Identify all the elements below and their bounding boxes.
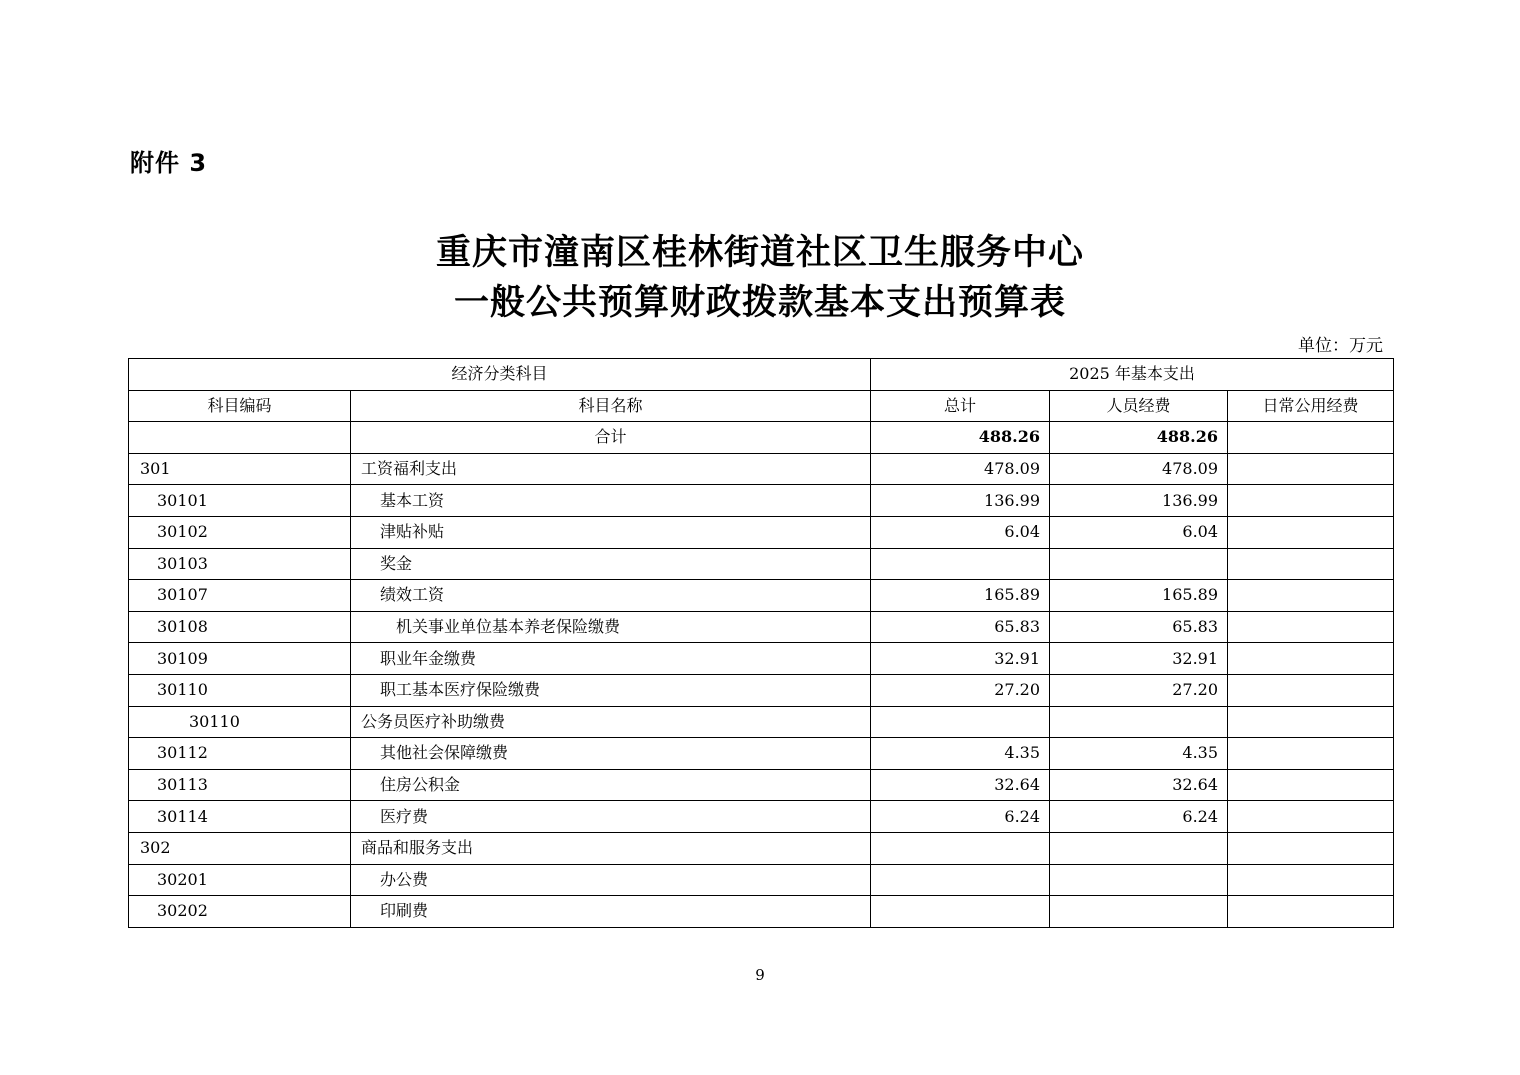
- table-row: [129, 801, 1394, 833]
- total-row-code: [129, 422, 351, 454]
- group-header-economic-class: 经济分类科目: [129, 359, 871, 391]
- attachment-label: 附件 3: [130, 149, 208, 177]
- table-row: [129, 548, 1394, 580]
- row-personnel: 165.89: [1050, 580, 1228, 612]
- column-header-code: 科目编码: [129, 390, 351, 422]
- total-row-name: 合计: [351, 422, 871, 454]
- total-row-personnel: 488.26: [1050, 422, 1228, 454]
- row-code: 30110: [129, 674, 351, 706]
- table-row: [129, 611, 1394, 643]
- total-row-public: [1228, 422, 1394, 454]
- document-title-line2: 一般公共预算财政拨款基本支出预算表: [453, 282, 1066, 323]
- page-number: 9: [755, 966, 765, 984]
- row-code: 30109: [129, 643, 351, 675]
- table-row: [129, 516, 1394, 548]
- row-code: 30113: [129, 769, 351, 801]
- row-total: [871, 896, 1050, 928]
- row-total: [871, 864, 1050, 896]
- table-row: [129, 738, 1394, 770]
- row-code: 302: [129, 832, 351, 864]
- row-total: 4.35: [871, 738, 1050, 770]
- row-name: 住房公积金: [351, 769, 871, 801]
- row-public: [1228, 738, 1394, 770]
- row-name: 基本工资: [351, 485, 871, 517]
- row-code: 30110: [129, 706, 351, 738]
- document-title-line1: 重庆市潼南区桂林街道社区卫生服务中心: [435, 232, 1084, 273]
- row-code: 30101: [129, 485, 351, 517]
- column-header-name: 科目名称: [351, 390, 871, 422]
- row-total: 32.64: [871, 769, 1050, 801]
- table-row: [129, 832, 1394, 864]
- table-row: [129, 864, 1394, 896]
- column-header-public: 日常公用经费: [1228, 390, 1394, 422]
- row-total: 6.24: [871, 801, 1050, 833]
- row-code: 30107: [129, 580, 351, 612]
- row-name: 绩效工资: [351, 580, 871, 612]
- row-personnel: [1050, 864, 1228, 896]
- row-code: 30201: [129, 864, 351, 896]
- table-row: [129, 896, 1394, 928]
- row-public: [1228, 643, 1394, 675]
- row-public: [1228, 896, 1394, 928]
- row-name: 商品和服务支出: [351, 832, 871, 864]
- row-total: 6.04: [871, 516, 1050, 548]
- row-public: [1228, 580, 1394, 612]
- row-personnel: 4.35: [1050, 738, 1228, 770]
- row-code: 30102: [129, 516, 351, 548]
- column-header-total: 总计: [871, 390, 1050, 422]
- table-total-row: [129, 422, 1394, 454]
- row-name: 印刷费: [351, 896, 871, 928]
- table-column-header-row: [129, 390, 1394, 422]
- row-public: [1228, 864, 1394, 896]
- row-total: 478.09: [871, 453, 1050, 485]
- row-public: [1228, 706, 1394, 738]
- row-public: [1228, 611, 1394, 643]
- row-public: [1228, 485, 1394, 517]
- row-name: 职业年金缴费: [351, 643, 871, 675]
- row-public: [1228, 548, 1394, 580]
- row-name: 工资福利支出: [351, 453, 871, 485]
- row-personnel: [1050, 896, 1228, 928]
- row-public: [1228, 453, 1394, 485]
- row-code: 301: [129, 453, 351, 485]
- unit-label: 单位：万元: [1298, 336, 1383, 356]
- row-personnel: 32.64: [1050, 769, 1228, 801]
- table-row: [129, 643, 1394, 675]
- row-total: [871, 832, 1050, 864]
- row-public: [1228, 769, 1394, 801]
- group-header-basic-expenditure: 2025 年基本支出: [871, 359, 1394, 391]
- table-row: [129, 453, 1394, 485]
- row-total: 27.20: [871, 674, 1050, 706]
- table-row: [129, 580, 1394, 612]
- row-name: 办公费: [351, 864, 871, 896]
- row-total: [871, 548, 1050, 580]
- budget-table: [128, 358, 1394, 928]
- column-header-personnel: 人员经费: [1050, 390, 1228, 422]
- row-code: 30108: [129, 611, 351, 643]
- table-row: [129, 674, 1394, 706]
- row-code: 30112: [129, 738, 351, 770]
- row-public: [1228, 801, 1394, 833]
- row-personnel: [1050, 548, 1228, 580]
- row-personnel: 6.24: [1050, 801, 1228, 833]
- row-personnel: 32.91: [1050, 643, 1228, 675]
- table-row: [129, 706, 1394, 738]
- row-total: 136.99: [871, 485, 1050, 517]
- row-personnel: [1050, 706, 1228, 738]
- row-public: [1228, 674, 1394, 706]
- row-name: 医疗费: [351, 801, 871, 833]
- row-total: 32.91: [871, 643, 1050, 675]
- row-personnel: 27.20: [1050, 674, 1228, 706]
- table-group-header-row: [129, 359, 1394, 391]
- row-name: 奖金: [351, 548, 871, 580]
- row-total: 165.89: [871, 580, 1050, 612]
- row-name: 职工基本医疗保险缴费: [351, 674, 871, 706]
- table-row: [129, 769, 1394, 801]
- row-code: 30103: [129, 548, 351, 580]
- total-row-total: 488.26: [871, 422, 1050, 454]
- row-total: 65.83: [871, 611, 1050, 643]
- row-public: [1228, 832, 1394, 864]
- row-personnel: 65.83: [1050, 611, 1228, 643]
- row-personnel: [1050, 832, 1228, 864]
- table-row: [129, 485, 1394, 517]
- row-public: [1228, 516, 1394, 548]
- row-name: 其他社会保障缴费: [351, 738, 871, 770]
- row-name: 公务员医疗补助缴费: [351, 706, 871, 738]
- row-personnel: 478.09: [1050, 453, 1228, 485]
- row-code: 30114: [129, 801, 351, 833]
- row-name: 机关事业单位基本养老保险缴费: [351, 611, 871, 643]
- row-name: 津贴补贴: [351, 516, 871, 548]
- row-personnel: 136.99: [1050, 485, 1228, 517]
- row-total: [871, 706, 1050, 738]
- row-code: 30202: [129, 896, 351, 928]
- row-personnel: 6.04: [1050, 516, 1228, 548]
